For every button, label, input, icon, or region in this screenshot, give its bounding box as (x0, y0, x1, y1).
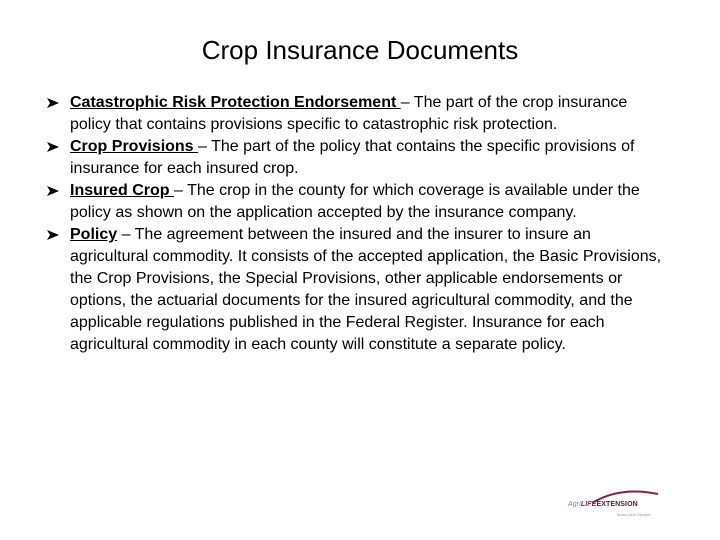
logo-prefix: Agri (568, 501, 581, 508)
logo-wordmark (568, 501, 668, 509)
definition-term: Insured Crop (70, 182, 175, 199)
arrow-bullet-icon (46, 185, 60, 197)
definition-term: Policy (70, 226, 118, 243)
definition-text: – The part of the crop insurance policy that contains provisions specific to catastrophic risk protection. (70, 94, 628, 133)
list-item (46, 136, 666, 180)
definition-term: Catastrophic Risk Protection Endorsement (70, 94, 401, 111)
definition-term: Crop Provisions (70, 138, 199, 155)
arrow-bullet-icon (46, 97, 60, 109)
arrow-bullet-icon (46, 229, 60, 241)
logo-tagline: Texas A&M System (616, 512, 651, 517)
definition-text: – The agreement between the insured and the insurer to insure an agricultural commodity. It consists of the accepted application, the Basic Provisions, the Crop Provisions, the Special Provisions, other applicable endorsements or options, the actuarial documents for the insured agricultural commodity, and the applicable regulations published in the Federal Register. Insurance for each agricultural commodity in each county will constitute a separate policy. (70, 226, 662, 353)
agrilife-extension-logo (568, 490, 668, 520)
definition-list (46, 92, 666, 356)
definition-text: – The part of the policy that contains the specific provisions of insurance for each insured crop. (70, 138, 635, 177)
list-item (46, 224, 666, 356)
list-item (46, 180, 666, 224)
arrow-bullet-icon (46, 141, 60, 153)
logo-accent: LIFE (580, 501, 597, 508)
slide-title: Crop Insurance Documents (201, 35, 519, 65)
definition-text: – The crop in the county for which coverage is available under the policy as shown on the application accepted by the insurance company. (70, 182, 640, 221)
list-item (46, 92, 666, 136)
logo-name: EXTENSION (596, 501, 638, 508)
